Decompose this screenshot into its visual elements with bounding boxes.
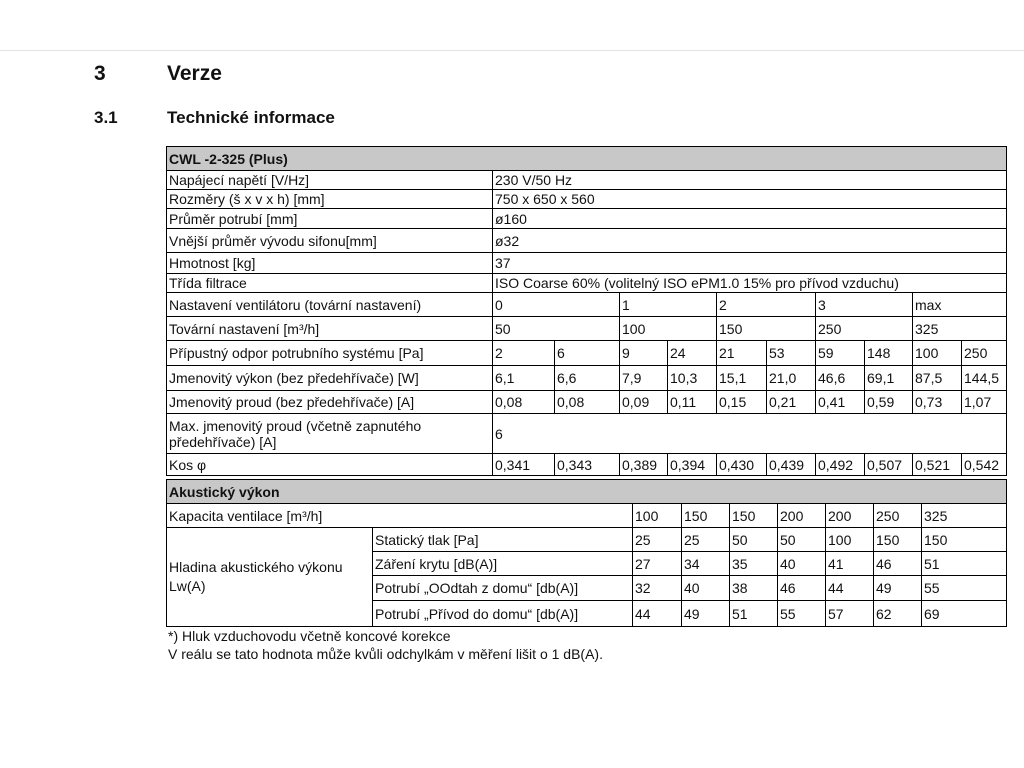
cell: 0,389 [620, 454, 668, 476]
cell: 15,1 [717, 366, 767, 391]
cell: 6,1 [493, 366, 555, 391]
cell: 0,341 [493, 454, 555, 476]
table-row [167, 229, 1007, 253]
cell: 49 [874, 576, 922, 601]
cell: 150 [730, 504, 778, 528]
acoustic-table [166, 479, 1007, 627]
cell: 0,73 [913, 391, 962, 414]
row-label: Kapacita ventilace [m³/h] [167, 504, 633, 528]
cell: 21,0 [767, 366, 816, 391]
cell: 40 [778, 552, 826, 576]
acoustic-title: Akustický výkon [167, 480, 1007, 504]
cell: max [913, 293, 1007, 317]
row-label: Vnější průměr vývodu sifonu[mm] [167, 229, 493, 253]
cell: 148 [865, 341, 913, 366]
cell: 55 [778, 601, 826, 627]
cell: 100 [913, 341, 962, 366]
row-label: Jmenovitý výkon (bez předehřívače) [W] [167, 366, 493, 391]
table-row [167, 528, 1007, 552]
table-row [167, 366, 1007, 391]
cell: 6 [555, 341, 620, 366]
cell: 44 [633, 601, 682, 627]
cell: 144,5 [962, 366, 1007, 391]
cell: 46 [874, 552, 922, 576]
cell: 0,21 [767, 391, 816, 414]
cell: 40 [682, 576, 730, 601]
cell: 0,492 [816, 454, 865, 476]
cell: 69,1 [865, 366, 913, 391]
table-row [167, 454, 1007, 476]
cell: 57 [826, 601, 874, 627]
row-label: Přípustný odpor potrubního systému [Pa] [167, 341, 493, 366]
cell: 41 [826, 552, 874, 576]
table-row [167, 414, 1007, 454]
cell: 50 [730, 528, 778, 552]
cell: 2 [493, 341, 555, 366]
cell: 1 [620, 293, 717, 317]
cell: 200 [778, 504, 826, 528]
cell: 325 [922, 504, 1007, 528]
cell: 0,439 [767, 454, 816, 476]
row-value: 230 V/50 Hz [493, 171, 1007, 190]
section-number: 3 [94, 62, 106, 85]
table-row [167, 293, 1007, 317]
cell: 0,343 [555, 454, 620, 476]
cell: 250 [874, 504, 922, 528]
row-label: Jmenovitý proud (bez předehřívače) [A] [167, 391, 493, 414]
cell: 0,59 [865, 391, 913, 414]
table-row [167, 190, 1007, 209]
cell: 100 [620, 317, 717, 341]
row-label: Kos φ [167, 454, 493, 476]
cell: 0,521 [913, 454, 962, 476]
acoustic-title-row [167, 480, 1007, 504]
cell: 55 [922, 576, 1007, 601]
row-value: ø32 [493, 229, 1007, 253]
table-row [167, 274, 1007, 293]
row-label: Statický tlak [Pa] [373, 528, 633, 552]
cell: 0,41 [816, 391, 865, 414]
row-value: ø160 [493, 209, 1007, 229]
cell: 51 [730, 601, 778, 627]
table-row [167, 171, 1007, 190]
cell: 200 [826, 504, 874, 528]
footnote: *) Hluk vzduchovodu včetně koncové korekce [168, 628, 451, 644]
cell: 0,430 [717, 454, 767, 476]
cell: 0,09 [620, 391, 668, 414]
cell: 0 [493, 293, 620, 317]
cell: 0,507 [865, 454, 913, 476]
spec-table [166, 146, 1007, 476]
row-label: Potrubí „OOdtah z domu“ [db(A)] [373, 576, 633, 601]
cell: 49 [682, 601, 730, 627]
row-label: Hmotnost [kg] [167, 253, 493, 274]
cell: 0,15 [717, 391, 767, 414]
cell: 0,394 [668, 454, 717, 476]
row-value: 750 x 650 x 560 [493, 190, 1007, 209]
table-row [167, 391, 1007, 414]
cell: 46 [778, 576, 826, 601]
table-row [167, 341, 1007, 366]
top-bar [0, 0, 1024, 51]
cell: 50 [493, 317, 620, 341]
cell: 53 [767, 341, 816, 366]
row-label: Napájecí napětí [V/Hz] [167, 171, 493, 190]
table-row [167, 504, 1007, 528]
cell: 34 [682, 552, 730, 576]
cell: 2 [717, 293, 816, 317]
cell: 150 [682, 504, 730, 528]
cell: 32 [633, 576, 682, 601]
cell: 46,6 [816, 366, 865, 391]
cell: 59 [816, 341, 865, 366]
cell: 51 [922, 552, 1007, 576]
cell: 250 [962, 341, 1007, 366]
cell: 100 [826, 528, 874, 552]
cell: 25 [682, 528, 730, 552]
cell: 87,5 [913, 366, 962, 391]
row-label: Průměr potrubí [mm] [167, 209, 493, 229]
acoustic-group-label: Hladina akustického výkonu Lw(A) [167, 528, 373, 627]
row-label: Záření krytu [dB(A)] [373, 552, 633, 576]
subsection-title: Technické informace [167, 108, 335, 127]
cell: 62 [874, 601, 922, 627]
cell: 0,08 [493, 391, 555, 414]
cell: 35 [730, 552, 778, 576]
cell: 21 [717, 341, 767, 366]
row-label: Třída filtrace [167, 274, 493, 293]
cell: 150 [717, 317, 816, 341]
section-title: Verze [167, 62, 222, 85]
subsection-number: 3.1 [94, 108, 118, 127]
cell: 9 [620, 341, 668, 366]
cell: 0,542 [962, 454, 1007, 476]
cell: 25 [633, 528, 682, 552]
table-row [167, 317, 1007, 341]
cell: 1,07 [962, 391, 1007, 414]
spec-title-row [167, 147, 1007, 171]
cell: 0,11 [668, 391, 717, 414]
cell: 150 [874, 528, 922, 552]
row-label: Nastavení ventilátoru (tovární nastavení) [167, 293, 493, 317]
cell: 150 [922, 528, 1007, 552]
cell: 250 [816, 317, 913, 341]
footnote: V reálu se tato hodnota může kvůli odchylkám v měření lišit o 1 dB(A). [168, 646, 603, 662]
cell: 69 [922, 601, 1007, 627]
cell: 38 [730, 576, 778, 601]
cell: 325 [913, 317, 1007, 341]
row-label: Potrubí „Přívod do domu“ [db(A)] [373, 601, 633, 627]
cell: 6,6 [555, 366, 620, 391]
row-value: 6 [493, 414, 1007, 454]
cell: 27 [633, 552, 682, 576]
cell: 10,3 [668, 366, 717, 391]
cell: 44 [826, 576, 874, 601]
row-value: ISO Coarse 60% (volitelný ISO ePM1.0 15% pro přívod vzduchu) [493, 274, 1007, 293]
row-label: Tovární nastavení [m³/h] [167, 317, 493, 341]
cell: 24 [668, 341, 717, 366]
cell: 0,08 [555, 391, 620, 414]
table-row [167, 209, 1007, 229]
cell: 7,9 [620, 366, 668, 391]
row-value: 37 [493, 253, 1007, 274]
row-label: Max. jmenovitý proud (včetně zapnutého předehřívače) [A] [167, 414, 493, 454]
spec-title: CWL -2-325 (Plus) [167, 147, 1007, 171]
row-label: Rozměry (š x v x h) [mm] [167, 190, 493, 209]
table-row [167, 253, 1007, 274]
cell: 50 [778, 528, 826, 552]
cell: 100 [633, 504, 682, 528]
cell: 3 [816, 293, 913, 317]
